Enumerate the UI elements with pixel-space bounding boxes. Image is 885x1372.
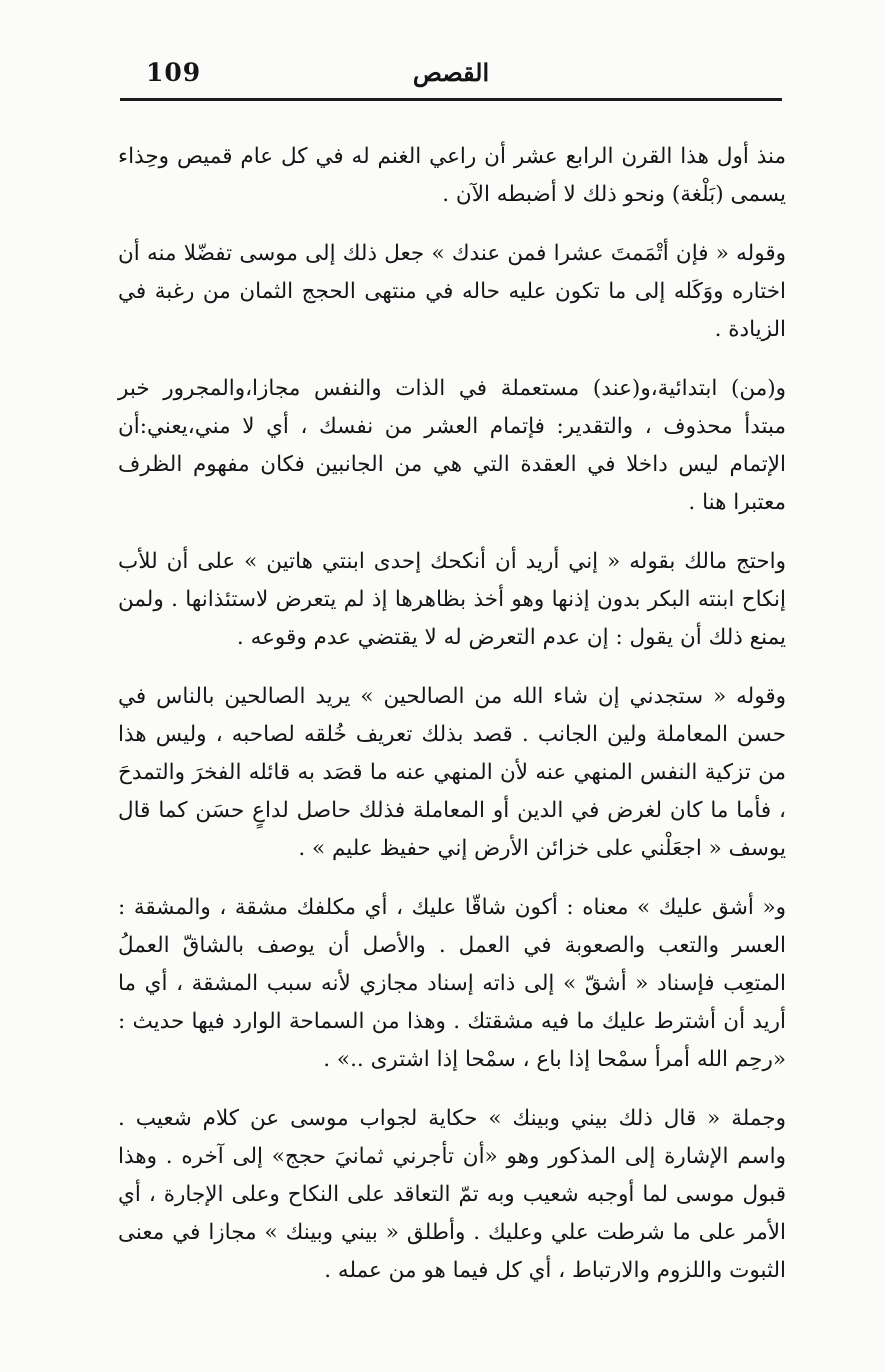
paragraph: و(من) ابتدائية،و(عند) مستعملة في الذات والنفس مجازا،والمجرور خبر مبتدأ محذوف ، والتقدير: فإتمام العشر من نفسك ، أي لا مني،يعني:أن الإتمام ليس داخلا في العقدة التي هي من الجانبين فكان مفهوم الظرف معتبرا هنا . xyxy=(118,376,786,515)
paragraph: و« أشق عليك » معناه : أكون شاقّا عليك ، أي مكلفك مشقة ، والمشقة : العسر والتعب والصعوبة في العمل . والأصل أن يوصف بالشاقّ العملُ المتعِب فإسناد « أشقّ » إلى ذاته إسناد مجازي لأنه سبب المشقة ، أي ما أريد أن أشترط عليك ما فيه مشقتك . وهذا من السماحة الوارد فيها حديث : «رحِم الله أمرأ سمْحا إذا باع ، سمْحا إذا اشترى ..» . xyxy=(118,895,786,1072)
running-title: القصص xyxy=(412,58,490,87)
page-body xyxy=(118,138,786,1290)
header-rule xyxy=(120,98,782,101)
page-header xyxy=(120,50,782,100)
paragraph: وجملة « قال ذلك بيني وبينك » حكاية لجواب موسى عن كلام شعيب . واسم الإشارة إلى المذكور وهو «أن تأجرني ثمانيَ حجج» إلى آخره . وهذا قبول موسى لما أوجبه شعيب وبه تمّ التعاقد على النكاح وعلى الإجارة ، أي الأمر على ما شرطت علي وعليك . وأطلق « بيني وبينك » مجازا في معنى الثبوت واللزوم والارتباط ، أي كل فيما هو من عمله . xyxy=(118,1106,786,1283)
paragraph: منذ أول هذا القرن الرابع عشر أن راعي الغنم له في كل عام قميص وحِذاء يسمى (بَلْغة) ونحو ذلك لا أضبطه الآن . xyxy=(118,144,786,207)
page-number: 109 xyxy=(146,58,202,87)
paragraph: وقوله « ستجدني إن شاء الله من الصالحين » يريد الصالحين بالناس في حسن المعاملة ولين الجانب . قصد بذلك تعريف خُلقه لصاحبه ، وليس هذا من تزكية النفس المنهي عنه لأن المنهي عنه ما قصَد به قائله الفخرَ والتمدحَ ، فأما ما كان لغرض في الدين أو المعاملة فذلك حاصل لداعٍ حسَن كما قال يوسف « اجعَلْني على خزائن الأرض إني حفيظ عليم » . xyxy=(118,684,786,861)
paragraph: واحتج مالك بقوله « إني أريد أن أنكحك إحدى ابنتي هاتين » على أن للأب إنكاح ابنته البكر بدون إذنها وهو أخذ بظاهرها إذ لم يتعرض لاستئذانها . ولمن يمنع ذلك أن يقول : إن عدم التعرض له لا يقتضي عدم وقوعه . xyxy=(118,549,786,650)
paragraph: وقوله « فإن أتْمَمتَ عشرا فمن عندك » جعل ذلك إلى موسى تفضّلا منه أن اختاره ووَكَله إلى ما تكون عليه حاله في منتهى الحجج الثمان من رغبة في الزيادة . xyxy=(118,241,786,342)
